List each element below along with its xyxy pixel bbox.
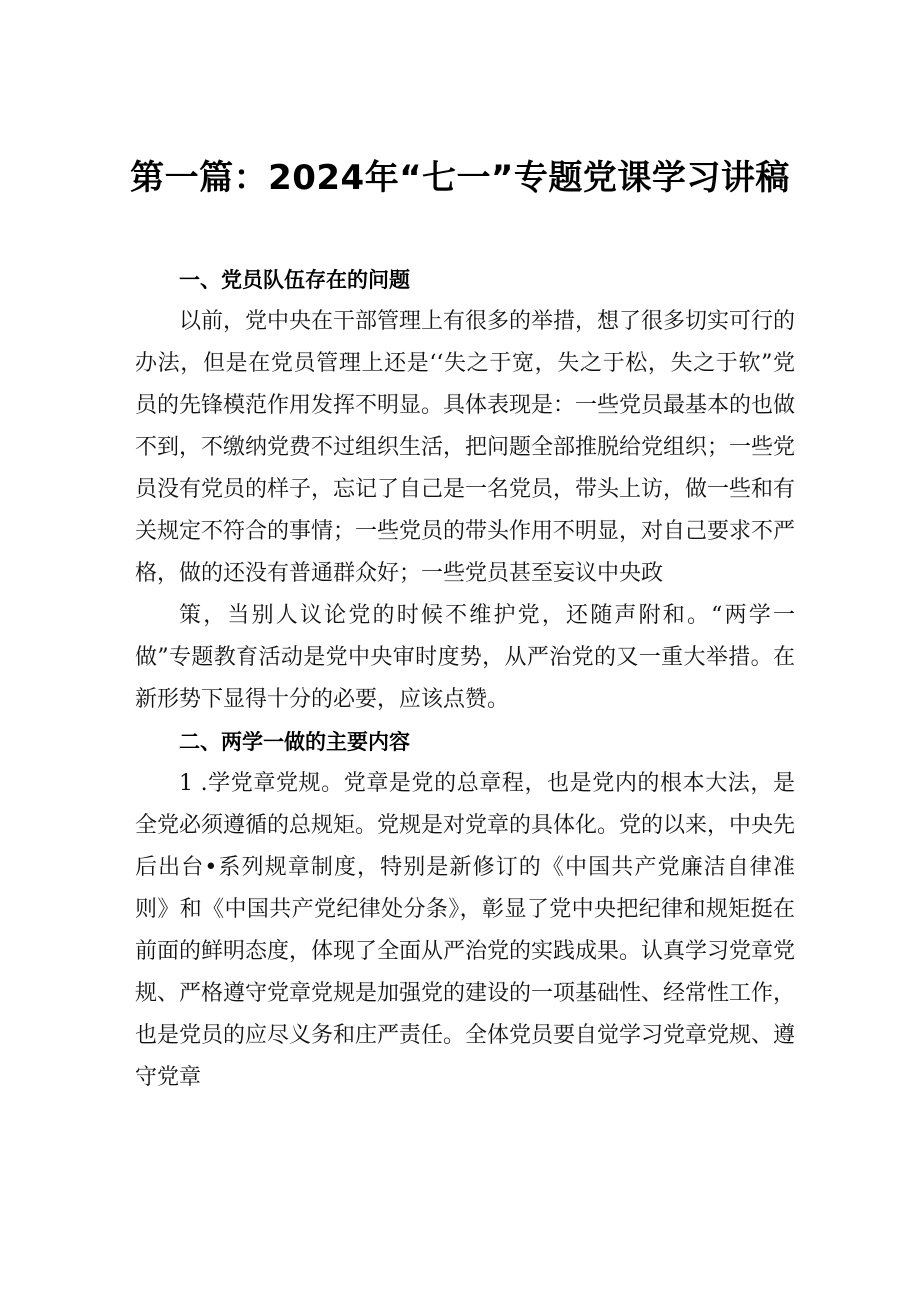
paragraph: 1 .学党章党规。党章是党的总章程，也是党内的根本大法，是全党必须遵循的总规矩。党规是对党章的具体化。党的以来，中央先后出台•系列规章制度，特别是新修订的《中国共产党廉洁自律准则》和《中国共产党纪律处分条》，彰显了党中央把纪律和规矩挺在前面的鲜明态度，体现了全面从严治党的实践成果。认真学习党章党规、严格遵守党章党规是加强党的建设的一项基础性、经常性工作，也是党员的应尽义务和庄严责任。全体党员要自觉学习党章党规、遵守党章: [135, 771, 796, 1090]
section-heading-main-content: 二、两学一做的主要内容: [179, 730, 410, 754]
paragraph: 策，当别人议论党的时候不维护党，还随声附和。“两学一做”专题教育活动是党中央审时度势，从严治党的又一重大举措。在新形势下显得十分的必要，应该点赞。: [135, 603, 795, 712]
section-heading-problems: 一、党员队伍存在的问题: [179, 268, 410, 292]
document-title: 第一篇：2024年“七一”专题党课学习讲稿: [130, 158, 790, 198]
paragraph: 以前，党中央在干部管理上有很多的举措，想了很多切实可行的办法，但是在党员管理上还是‘‘失之于宽，失之于松，失之于软”党员的先锋模范作用发挥不明显。具体表现是：一些党员最基本的也做不到，不缴纳党费不过组织生活，把问题全部推脱给党组织；一些党员没有党员的样子，忘记了自己是一名党员，带头上访，做一些和有关规定不符合的事情；一些党员的带头作用不明显，对自己要求不严格，做的还没有普通群众好；一些党员甚至妄议中央政: [135, 309, 796, 586]
document-body: [135, 259, 795, 1099]
